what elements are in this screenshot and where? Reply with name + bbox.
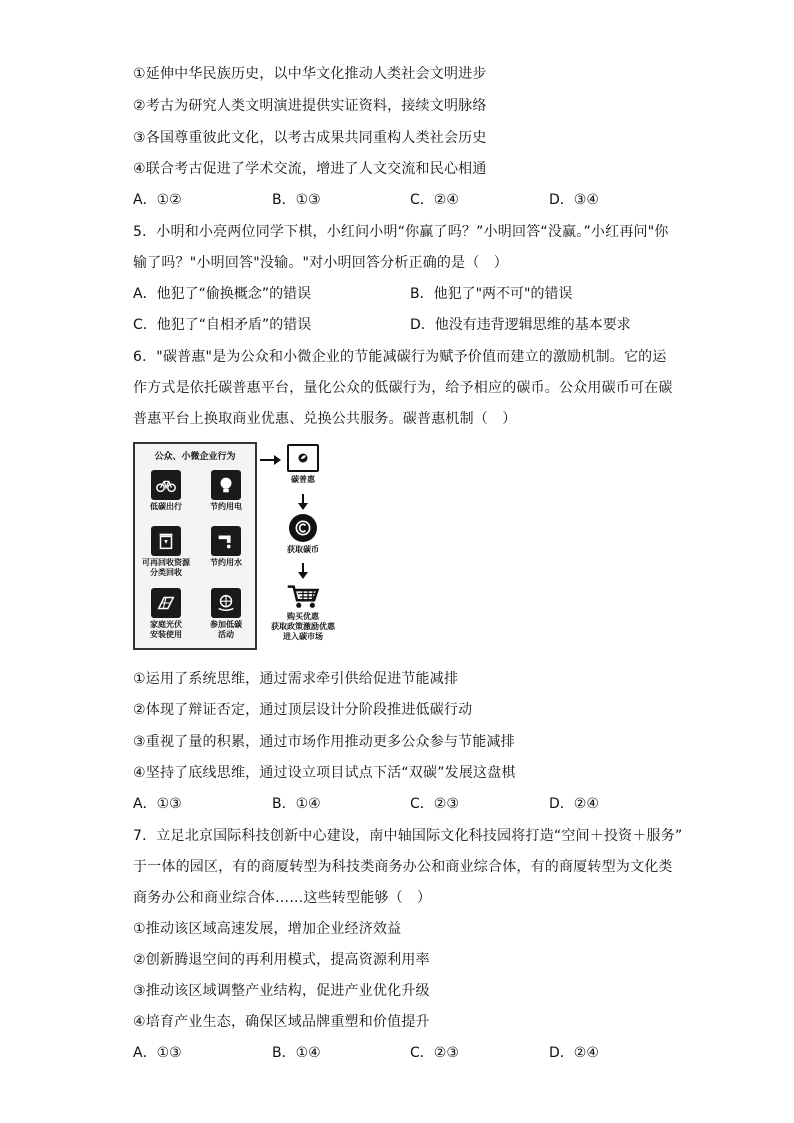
cell-label: 节约用水 <box>210 558 242 567</box>
q7-stem-line-2: 于一体的园区，有的商厦转型为科技类商务办公和商业综合体，有的商厦转型为文化类 <box>133 859 673 875</box>
q5-stem-line-1: 5．小明和小亮两位同学下棋，小红问小明“你赢了吗？”小明回答“没赢。”小红再问"你 <box>133 224 669 240</box>
q4-option-b[interactable]: B．①③ <box>272 192 321 208</box>
monitor-leaf-icon <box>287 444 319 472</box>
recycle-bin-icon <box>151 526 181 556</box>
q6-stem-line-3: 普惠平台上换取商业优惠、兑换公共服务。碳普惠机制（ ） <box>133 411 517 427</box>
flow-label: 碳普惠 <box>291 475 315 484</box>
carbon-inclusive-figure <box>133 442 349 654</box>
q7-stem-line-1: 7．立足北京国际科技创新中心建设，南中轴国际文化科技园将打造“空间＋投资＋服务” <box>133 828 683 844</box>
q6-item-3: ③重视了量的积累，通过市场作用推动更多公众参与节能减排 <box>133 734 515 750</box>
cell-solar <box>138 588 194 640</box>
q4-item-4: ④联合考古促进了学术交流，增进了人文交流和民心相通 <box>133 161 487 177</box>
cell-label-line-1: 参加低碳 <box>210 620 242 629</box>
cell-label-line-2: 分类回收 <box>150 568 182 577</box>
q6-option-a[interactable]: A．①③ <box>133 796 182 812</box>
behavior-panel <box>133 442 257 650</box>
lightbulb-icon <box>211 470 241 500</box>
q4-option-d[interactable]: D．③④ <box>549 192 599 208</box>
q6-stem-line-1: 6．"碳普惠"是为公众和小微企业的节能减碳行为赋予价值而建立的激励机制。它的运 <box>133 349 667 365</box>
cell-save-water <box>198 526 254 568</box>
shopping-cart-icon <box>286 582 320 610</box>
q5-stem-line-2: 输了吗？"小明回答"没输。"对小明回答分析正确的是（ ） <box>133 255 508 271</box>
q6-item-1: ①运用了系统思维，通过需求牵引供给促进节能减排 <box>133 671 459 687</box>
q5-option-d[interactable]: D．他没有违背逻辑思维的基本要求 <box>410 317 631 333</box>
cell-label-line-2: 安装使用 <box>150 630 182 639</box>
cell-label-line-2: 活动 <box>218 630 234 639</box>
cell-label: 节约用电 <box>210 502 242 511</box>
bicycle-icon <box>151 470 181 500</box>
q7-option-b[interactable]: B．①④ <box>272 1045 321 1061</box>
q7-option-c[interactable]: C．②③ <box>410 1045 459 1061</box>
cell-low-carbon-activity <box>198 588 254 640</box>
cell-label-line-1: 家庭光伏 <box>150 620 182 629</box>
cell-label-line-1: 可再回收资源 <box>142 558 190 567</box>
q5-option-a[interactable]: A．他犯了“偷换概念”的错误 <box>133 286 312 302</box>
arrow-right-icon <box>260 454 282 466</box>
flow-node-cart <box>258 582 348 642</box>
q7-item-2: ②创新腾退空间的再利用模式，提高资源利用率 <box>133 952 430 968</box>
q6-option-c[interactable]: C．②③ <box>410 796 459 812</box>
flow-label-line-2: 获取政策激励优惠 <box>271 622 335 631</box>
arrow-down-icon <box>297 563 309 579</box>
q6-item-2: ②体现了辩证否定，通过顶层设计分阶段推进低碳行动 <box>133 702 473 718</box>
q4-option-a[interactable]: A．①② <box>133 192 182 208</box>
q4-item-3: ③各国尊重彼此文化，以考古成果共同重构人类社会历史 <box>133 130 487 146</box>
cell-recycling <box>138 526 194 578</box>
faucet-icon <box>211 526 241 556</box>
q4-item-1: ①延伸中华民族历史，以中华文化推动人类社会文明进步 <box>133 66 487 82</box>
flow-label-line-1: 购买优惠 <box>287 612 319 621</box>
cell-low-carbon-travel <box>138 470 194 512</box>
coin-icon <box>289 514 317 542</box>
q7-stem-line-3: 商务办公和商业综合体……这些转型能够（ ） <box>133 890 432 906</box>
flow-label: 获取碳币 <box>287 545 319 554</box>
q6-option-d[interactable]: D．②④ <box>549 796 599 812</box>
flow-node-platform <box>283 444 323 485</box>
q5-option-b[interactable]: B．他犯了"两不可"的错误 <box>410 286 573 302</box>
q5-option-c[interactable]: C．他犯了“自相矛盾”的错误 <box>133 317 312 333</box>
arrow-down-icon <box>297 494 309 510</box>
cell-save-electricity <box>198 470 254 512</box>
q7-option-a[interactable]: A．①③ <box>133 1045 182 1061</box>
flow-node-coin <box>278 514 328 555</box>
q7-item-4: ④培育产业生态，确保区域品牌重塑和价值提升 <box>133 1014 430 1030</box>
q7-item-3: ③推动该区域调整产业结构，促进产业优化升级 <box>133 983 430 999</box>
q4-item-2: ②考古为研究人类文明演进提供实证资料，接续文明脉络 <box>133 98 487 114</box>
q6-item-4: ④坚持了底线思维，通过设立项目试点下活“双碳”发展这盘棋 <box>133 765 516 781</box>
globe-hands-icon <box>211 588 241 618</box>
q6-option-b[interactable]: B．①④ <box>272 796 321 812</box>
q4-option-c[interactable]: C．②④ <box>410 192 459 208</box>
q7-option-d[interactable]: D．②④ <box>549 1045 599 1061</box>
cell-label: 低碳出行 <box>150 502 182 511</box>
q7-item-1: ①推动该区域高速发展，增加企业经济效益 <box>133 921 402 937</box>
q6-stem-line-2: 作方式是依托碳普惠平台，量化公众的低碳行为，给予相应的碳币。公众用碳币可在碳 <box>133 380 673 396</box>
flow-label-line-3: 进入碳市场 <box>283 632 323 641</box>
panel-title: 公众、小微企业行为 <box>154 452 236 462</box>
solar-panel-icon <box>151 588 181 618</box>
